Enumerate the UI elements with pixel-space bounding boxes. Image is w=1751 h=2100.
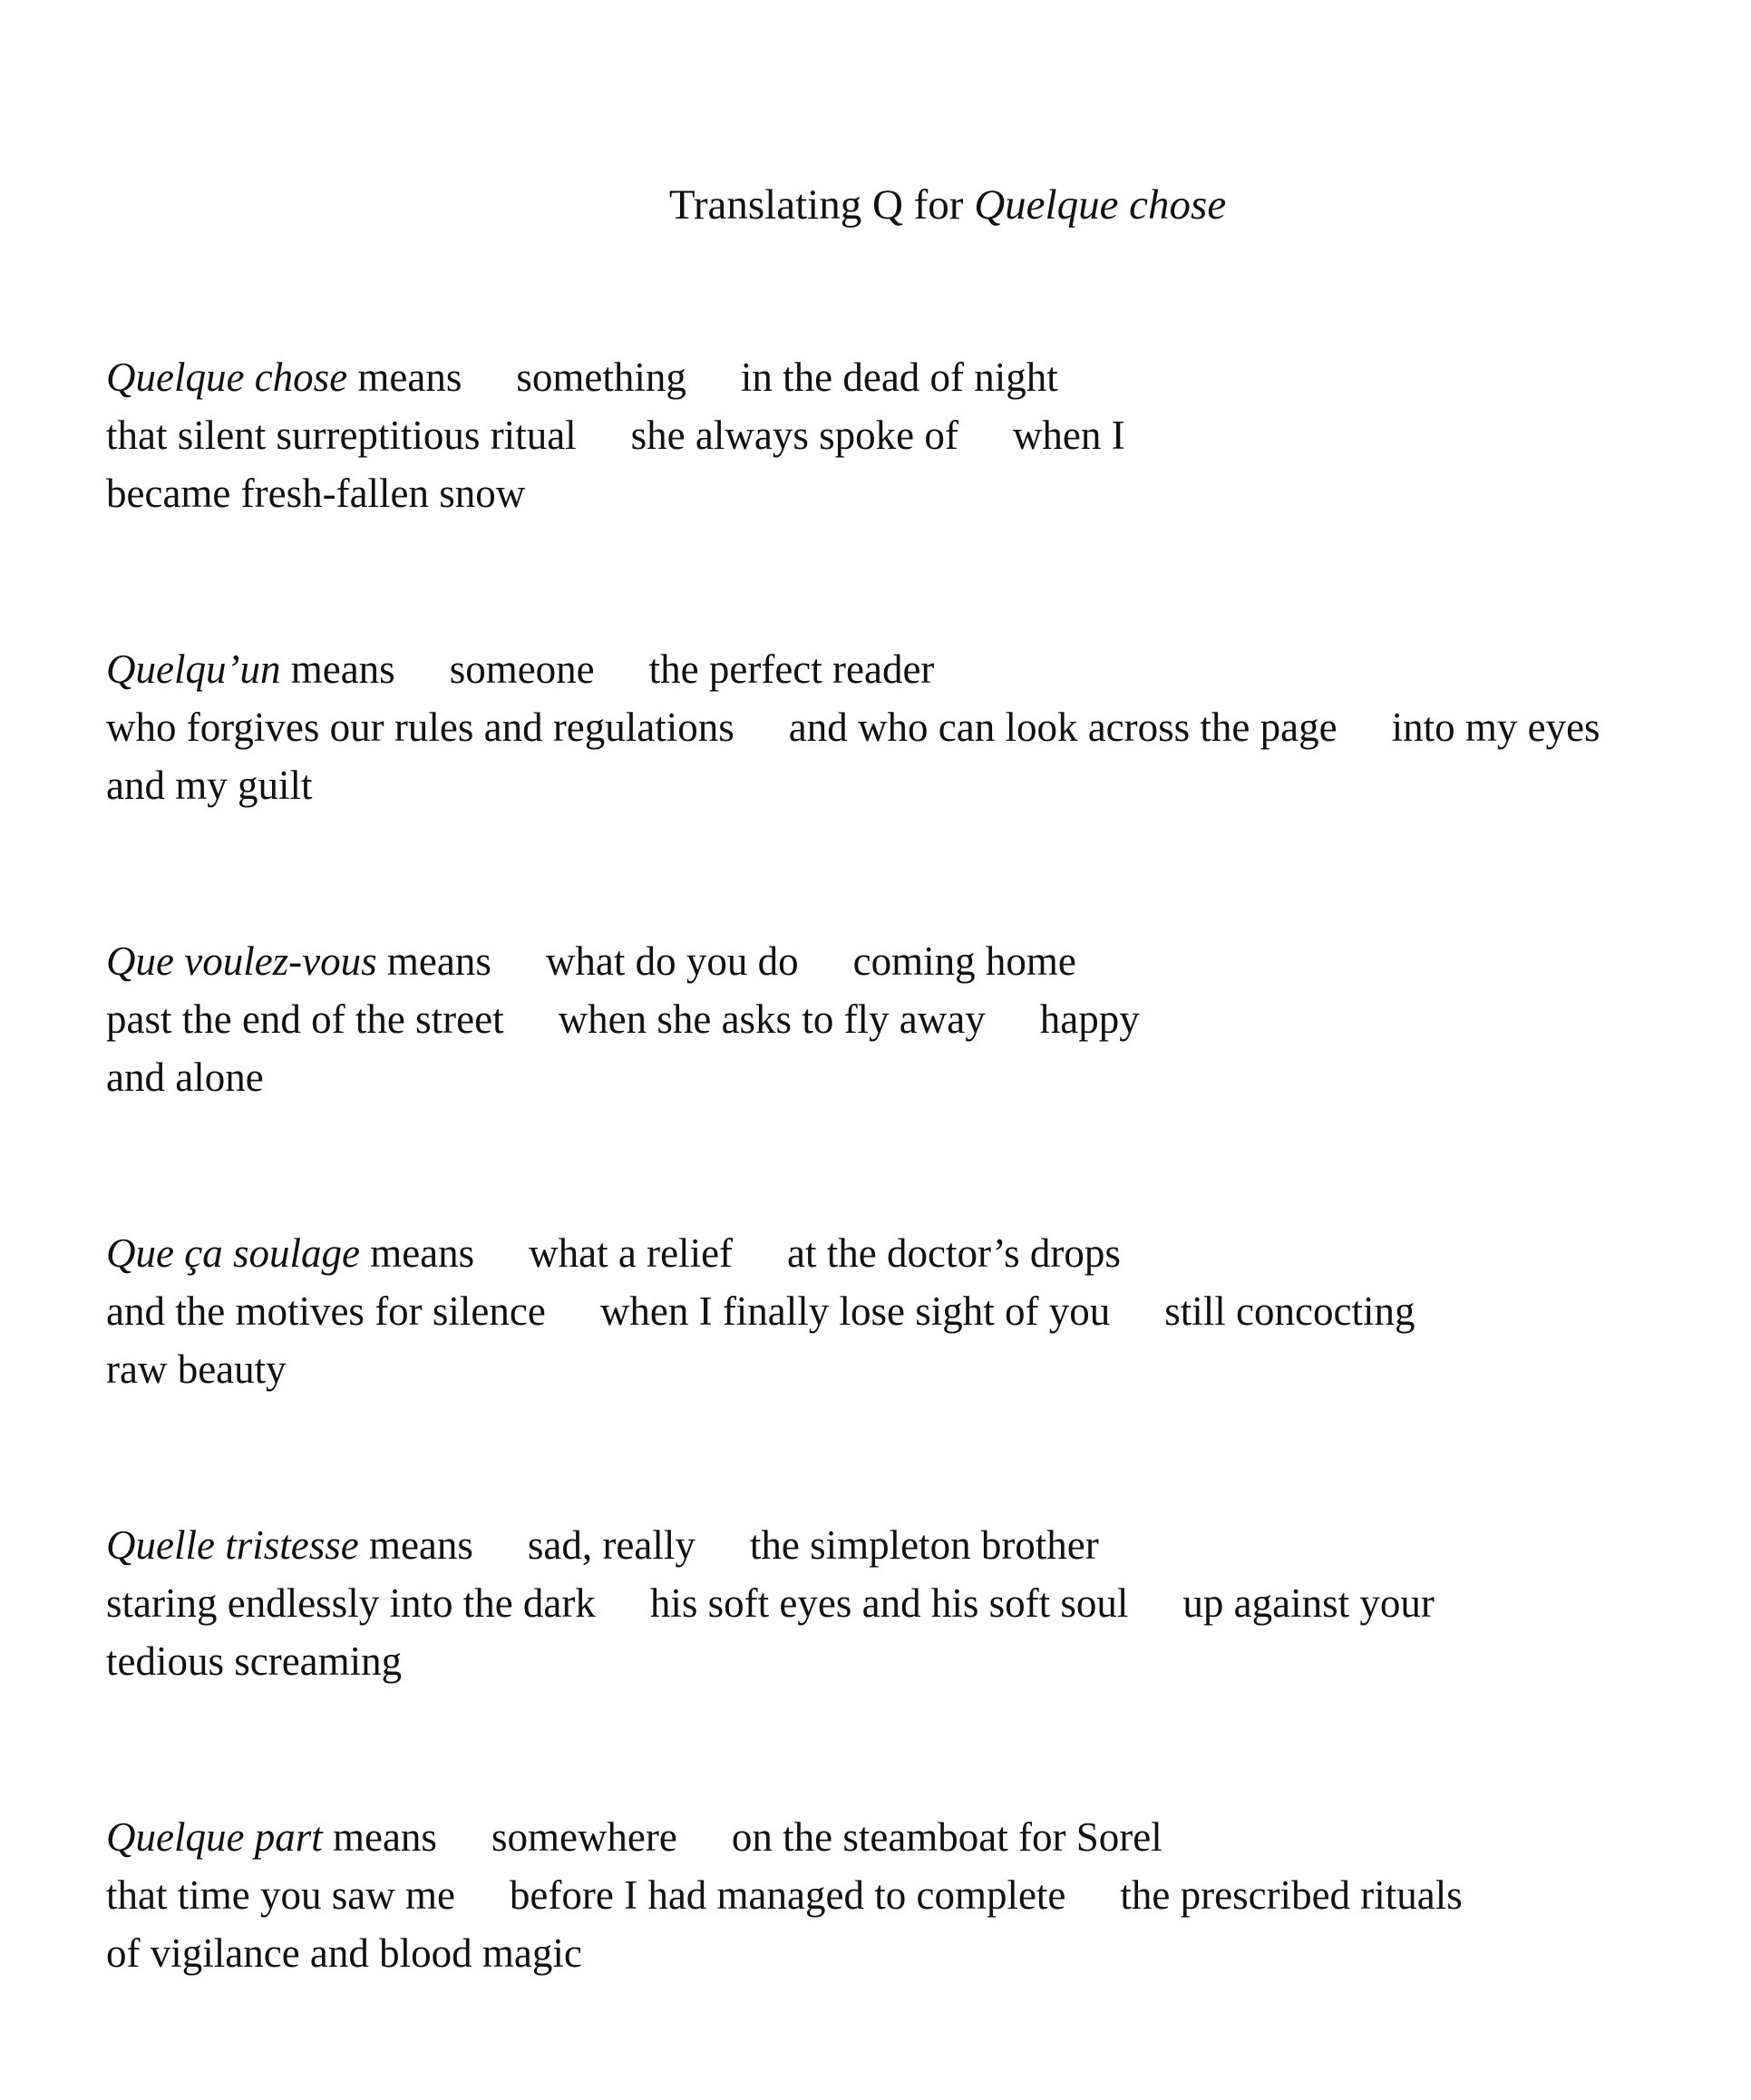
stanza	[106, 348, 1729, 522]
means-word: means	[358, 1522, 473, 1568]
poem-line	[106, 1224, 1729, 1282]
french-phrase: Quelque part	[106, 1814, 323, 1860]
poem-line	[106, 756, 1729, 814]
line-segment: tedious screaming	[106, 1638, 403, 1684]
title-prefix: Translating Q for	[668, 181, 964, 228]
line-segment: someone	[449, 647, 595, 692]
line-segment: before I had managed to complete	[509, 1872, 1066, 1918]
poem-line	[106, 1924, 1729, 1982]
french-phrase: Que voulez-vous	[106, 938, 377, 984]
means-word: means	[376, 938, 491, 984]
poem-line	[106, 348, 1729, 406]
line-segment: raw beauty	[106, 1347, 287, 1392]
line-segment: in the dead of night	[740, 355, 1058, 400]
line-segment	[106, 647, 395, 692]
line-segment: what a relief	[529, 1230, 734, 1276]
line-segment: the simpleton brother	[749, 1522, 1099, 1568]
line-segment: when I finally lose sight of you	[599, 1288, 1111, 1334]
means-word: means	[322, 1814, 437, 1860]
line-segment	[106, 1522, 473, 1568]
french-phrase: Quelqu’un	[106, 647, 281, 692]
stanza	[106, 1516, 1729, 1690]
line-segment: somewhere	[491, 1814, 677, 1860]
poem-line	[106, 1866, 1729, 1924]
line-segment: his soft eyes and his soft soul	[649, 1580, 1129, 1626]
line-segment	[106, 1814, 437, 1860]
poem-line	[106, 1282, 1729, 1340]
stanza	[106, 1224, 1729, 1398]
stanza	[106, 640, 1729, 814]
poem-line	[106, 990, 1729, 1048]
line-segment: at the doctor’s drops	[787, 1230, 1121, 1276]
line-segment: that time you saw me	[106, 1872, 455, 1918]
line-segment: happy	[1039, 997, 1140, 1042]
poem-line	[106, 1516, 1729, 1574]
poem-line	[106, 1340, 1729, 1398]
line-segment: coming home	[852, 938, 1076, 984]
french-phrase: Quelle tristesse	[106, 1522, 359, 1568]
line-segment: past the end of the street	[106, 997, 504, 1042]
line-segment	[106, 355, 462, 400]
line-segment: on the steamboat for Sorel	[731, 1814, 1162, 1860]
line-segment	[106, 1230, 474, 1276]
means-word: means	[280, 647, 395, 692]
poem-line	[106, 406, 1729, 464]
line-segment: she always spoke of	[630, 413, 958, 458]
line-segment: and who can look across the page	[788, 705, 1338, 750]
line-segment: of vigilance and blood magic	[106, 1930, 582, 1976]
poem-line	[106, 640, 1729, 698]
poem-line	[106, 1048, 1729, 1106]
french-phrase: Que ça soulage	[106, 1230, 360, 1276]
poem-line	[106, 932, 1729, 990]
poem-title	[0, 178, 1751, 232]
title-italic: Quelque chose	[974, 181, 1227, 228]
line-segment: when she asks to fly away	[558, 997, 986, 1042]
line-segment: and my guilt	[106, 763, 313, 808]
line-segment: still concocting	[1164, 1288, 1415, 1334]
line-segment: and alone	[106, 1055, 264, 1100]
line-segment: staring endlessly into the dark	[106, 1580, 596, 1626]
line-segment: into my eyes	[1391, 705, 1600, 750]
line-segment: became fresh-fallen snow	[106, 471, 526, 516]
means-word: means	[359, 1230, 475, 1276]
poem-body	[106, 348, 1729, 2100]
line-segment: the perfect reader	[648, 647, 935, 692]
means-word: means	[347, 355, 462, 400]
poem-line	[106, 464, 1729, 522]
line-segment: what do you do	[545, 938, 799, 984]
french-phrase: Quelque chose	[106, 355, 348, 400]
stanza	[106, 932, 1729, 1106]
line-segment: and the motives for silence	[106, 1288, 546, 1334]
line-segment	[106, 938, 491, 984]
stanza	[106, 1808, 1729, 1982]
line-segment: something	[516, 355, 686, 400]
poem-line	[106, 1574, 1729, 1632]
line-segment: that silent surreptitious ritual	[106, 413, 577, 458]
line-segment: sad, really	[527, 1522, 696, 1568]
poem-line	[106, 1808, 1729, 1866]
line-segment: when I	[1012, 413, 1125, 458]
poem-line	[106, 698, 1729, 756]
poem-line	[106, 1632, 1729, 1690]
line-segment: up against your	[1182, 1580, 1435, 1626]
line-segment: the prescribed rituals	[1120, 1872, 1463, 1918]
line-segment: who forgives our rules and regulations	[106, 705, 734, 750]
